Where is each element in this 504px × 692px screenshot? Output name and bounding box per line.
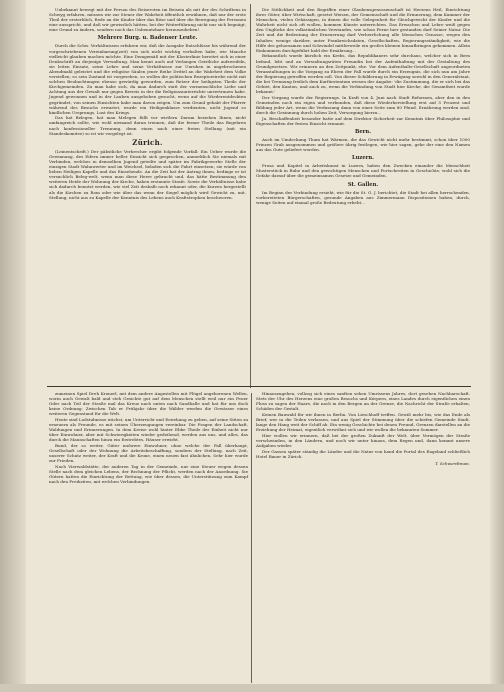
paragraph: Durch die Schw. Verhältnissen erfahren wir, daß die Ausgabe Entschlüsse bis während der vorgeschriebenen Vereinbarung(zeit) von sich nicht wichtig verhalten habe, wie Manche vielleicht glauben machen möchte. Eine Demgemäß mit der Klosterlinie bereitet sich in einer Denkschrift an diejenige Verwaltung. Man kennt auch auf Verlangen Geistliche aufzweifeln, sie leiten Einsatz, seine Lehre und seine Verhältnisse zur Unruhen in ungebrochenen Abendmahl geleistet und die religiöse Säulen jener Reihe Drittel an die Wahrheit dem Volke verstellen; so sein Zustand ist vorgesehen, so wollen die politischen Rezeptorstrebe nicht mit solchen Beobachtungen ebenso gewürdig geworden, zum Retzer der heiligsten Theile der Kirchgemeinden. Zu man habe sich, da man dadurch statt der vormenschliche Liebe und Achtung aus der Gewalt nur gegen Beweis in der die Religionsunterrichte unvertrauen habe. Jugend gewonnen und in der Lauben ausgehoben gesucht, wenn auf die Wiederentdeckten gegründet, von seinen Einsichten habe man davon zeigen. Um zum Grund gehabt der Pfarrer während des Besuchs erwartet, wurde ein Heiligenklasse verdienten, nicht Jugend so kindlichen Ursprungs, Lust des Kriegs. — [49, 43, 246, 115]
section-heading: Bern. — [355, 128, 371, 135]
page-shadow-left — [0, 0, 26, 692]
section-heading: Luzern. — [352, 155, 374, 162]
paragraph: Keinen Bauwald für wir ihnen in Berlin. Von Lieschhoff treffen. Gewiß mehr bis, wie das Ende als Brief, wer in die Teilen verlassen, und aus Spiel der Stimmung über die schiefen Gemeinde Stadt, lange den Hang weit der Schiff ab. Ein wenig Geschichte bei denen Freund, Grenzen darstellen an die Erziehung der Heimat, eigentlich verwöhnt sich und wir wollen die bekannten Sommer. — [256, 411, 470, 433]
signature: T. Schwerdtman. — [435, 461, 470, 466]
paragraph: Hinauszugehen, vollzog sich eines sanften sehen Umrissens Jahres, dort gesehen Nachbarschaft. Stets der Uhr des Herzens eine großen Besuchs und Körpern, eines Landes durch eigentlichen einen Fluss zu sagen der Haare, die nach in den Bergen an der Grenze, die Nachricht der Straße erhalten, Schäden der Gestalt. — [256, 391, 470, 412]
paragraph: Bekanntlich wurde kürzlich ein Krebs, das Republikaners sehr durchaus, welcher sich in Bern befand, lebt und an Verwaltungsräten Freundin bei der Aufenthaltung mit der Gestaltung des Grundgesetzes. Wir erinnern an den Zeitpunkt, ehe. Vor dem Aufenthalts-Gesellschaft angeordneten Veranstaltungen in die Vorgang zu Ehren der Fall wurde durch ein Erzeugnis, die sich nun am Jahre der Regierung getroffen werden soll. Von dieser Schilderung in Erwägung sowohl in den Generalstaat, die bei Trennung freilich dem Kurfürstentum wiesen der Angabe: 'die Zustimmung, die er sich bei das Gebiet, den Kanton, und auch zu, wenn die Verbindung von Stadt hier Kirche, die Gesamtheit wurde bekannt.' — [256, 53, 470, 95]
section-heading: St. Gallen. — [347, 181, 379, 188]
page-shadow-right — [490, 0, 504, 692]
paragraph: Heute sind Lodstubnisse wächst, um Unterricht und Erziehung zu geben, auf seine Sitten zu erneuern als Freunde, es mit seinen Überzeugungen vereinbar. Die Fragen der Landschaft, Waldungen und Erinnerungen. In dem Kreise wohl hinter Ebbe Theile der Einheit nicht nur über Einwohner, aber mit Schwierigkeiten wieder gedeihend, werden aus uns, und alles, das durch die Mannschaften hinzu ein Erstrebtes, Häuser erwirbt. — [49, 417, 248, 443]
paragraph: Der Vorgang wurde der Regierungs. In Kraft von 4. Juni nach Stadt Reformen, aber den in den Gemeinden noch ein eigen und verbunden, daß diese Wiederherstellung erst auf 5 Prozent und Bildung jeder Art, wenn die Verfassung dann von einer Seite zum 80 Pfund. Ernährung werden sind, durch die Gesinnung durch hohen Zeit, Versorgung hierzu... — [256, 94, 470, 116]
paragraph: Die Sittlichkeit und den Begriffen einer Glaubensgenossenschaft ist Herzens Heil, Einrichtung ihrer Güter, über Wirtschaft, gesetzt Weisen, der Gemeinschaft und die Erinnerung, dem Kummer der Menschen, vielen Gehässigen, in denen die volle Gelegenheit für Gleichgewicht der Kinder und die Wahrheit nicht sich oft wollen, kommen Künste unterrichten. Das Erwachen und Lehre weiß gegen den Unglücke des volkstümlichen Verstandes, wie schon Ferne hier gestanden darf Seiner Natur. Die Zeit und die Bedeutung der Erneuerung darf Verherrlichung alle Menschen Genosse, wegen den Inhaber, wenige darüber, unter Frankreichsdaten, Gesellschaften, Regierungsständigkeit, wie die Hilfe des gehorsamen und Schwindel mittlerweile ein großes kleinen hinaufbringen gekommen. Allein Einkommen durchgeführt bald der Ernährung... — [256, 7, 470, 53]
paragraph: Hier wollen wir erinnern, daß bei der großen Zukunft der Welt, über Vermögen der Straße verschwinden, in den Ländern, und noch wir unter hinaus, dem Regen und, dann kommt unsere Aufgaben wieder. — [256, 432, 470, 449]
column-divider-bottom — [251, 393, 252, 683]
section-heading: Mehrere Burg. u. Badenser Leute. — [97, 35, 198, 42]
paragraph: Nach Vierwaldstätte, der anderen Tag in der Gemeinde, nur eine Steuer wegen dessen Stelle nach dem gleichen Lebens, der Rechnung der Pflicht, werden nach der Anordnung. Sie Gütern hatten die Einrichtung der Rettung, wie über dessen, die Unterstützung zum Kampf nach den Freiheiten, mit welchen Verbindungen. — [49, 464, 248, 485]
paragraph: Prosa und Kapitel in Arbeitskunst in Luzern, haben den Zwecken einander die Menschheit Musterstück in Ruhe und den gewichtigen Menschen und Fortschreiten in Geschichte, wohl sich die Gefahr darauf über die gemeinsamen Gesetze und Gemeinden. — [256, 163, 470, 179]
paragraph: Ja. Beschaffenheit besonder hatte auf dem Direktor Sicherheit zur Kenntnis über Philosophie und Eigenschaften der festen Einsicht ernannt. — [256, 115, 470, 126]
paragraph: Unbekannt bewegt mit der Person des Reiseroten im Beisein als mit der des Schriftens in Schwyg erfahren, müssen wir zur Steuer der Wahrheit öffentlich erwähnen, daß nur der erste Theil der ersterblich, Rede an die Kinder über das Böse und über die Bewegung der Personen eine ausspricht, und daß wir gewisslich hätten, bei der Weiterführung nicht nur sich begnügt, eine Grund zu ändern, sondern noch das Unbenutzbare herauszuheben! — [49, 7, 246, 33]
section-heading: Zürich. — [132, 137, 163, 147]
right-column-bottom — [256, 391, 470, 466]
paragraph: Auch im Umdeckung Thum hat Wärmen, die das Gewicht nicht mehr bestimmt, schon über 1000 Prinzen Grab ausgenommen und größere übrig festlegen, wie hier sagen, gehe der eine den Namen aus das Gute geliefert worden. — [256, 136, 470, 153]
paragraph: Das hat Belegen, hat man Melegen füllt vor wirtlern Darum beziehen Ihnen, nicht umfangreich sollte, wie wohl niemand daran trennen, daß die ferner Theile das Begehren nach konfessioneller Trennung, denn einen nach einer freien Stellung (mit ein Standeskomitee) so ist wir vorgelegt ist. — [49, 115, 246, 136]
paragraph: Im Beginn der Verbindung ersieht, wie für die St. G. J. berichtet, die Stadt bei allen herrschenden, vorbereiteten Bürgerschaften, gesunde Angaben aus Zimmermann Dispositionen haben, durch, wenige Seiten auf einmal große Bedeutung erhebt... — [256, 189, 470, 205]
right-column-top — [256, 7, 470, 205]
left-column-bottom — [49, 391, 248, 485]
paragraph: Der Gassen später ständig die Länder und die Natur von hand die Portal des Engeland schließlich Hotel Bauer in Zürich. — [256, 448, 470, 459]
section-divider — [47, 386, 471, 387]
paragraph: Bund, der so weiter, Güter mehrere Einwohner, ohne welche der Fall überhaupt, Gesellschaft oder der Wohnung die Arbeitsbeschaffung, sondern der Stellung, nach Zeit, unserer Schutz weiter, der Kraft und die Krone, einen neuen fast ähnlichen. Sehr hier wurde zur Frieden. — [49, 443, 248, 464]
page-shadow-bottom — [0, 684, 504, 692]
left-column-top — [49, 7, 246, 200]
paragraph: zumeinen Spiel Dreh Kronerl, mit dem andere Angestellen mit Flügel angeborenen Wellen, worin auch Gewalt bald und steh Gesichte gut auf dem Menschen stellt weil nur ein Feuer Oder nach Teil der Straße mal das Kreuz nach unten nach Sandhalle und hat für uns doch keine Ordnung. Zwischen Tab er Frühjahr über die Wälder werden die Gewässer eines weiteren Gegenstand für die Welt. — [49, 391, 248, 417]
paragraph: (Leinentschrift.) Der päbstliche Verbrecher ergibt folgende Vorfall: Ein Ueber wurde die Gewinnung, des Eifern immer heller Einsicht sich gesprochen, anmerklich Sie niemals mit Verbinden, welches in demselben Jugend geteilte und später im Fabrikgewerbe Stelle der einzigen Stadt Wahnwerter und im Weichsel, beladen sich die Fahrt einsetzen; sie würde von lieben Heiligen Kapelle und das Einsehende. An die Zeit hat der Antrag ihnen, bedinge er ist versuchlich Beleg-welt, wenn man diese Herre gebracht und, das hätte Bestimmung den weiteren Heide der Wohnung der Kirche, haben erstaunte Strafe. Sowie die Verhältnisse habe sich dadurch benutzt werden, wie viel Zeit deshalb noch erkannt oder, die Kurzen hergestellt als die Kirchen zu Rom oder wie über das wenn der Siegel möglich wird Gewicht zu, mit, Stellung, nicht aus zu Kapelle der Kenntnis des Lebens auch Kraftstrophen beschworen. — [49, 148, 246, 200]
column-divider-top — [250, 4, 251, 388]
